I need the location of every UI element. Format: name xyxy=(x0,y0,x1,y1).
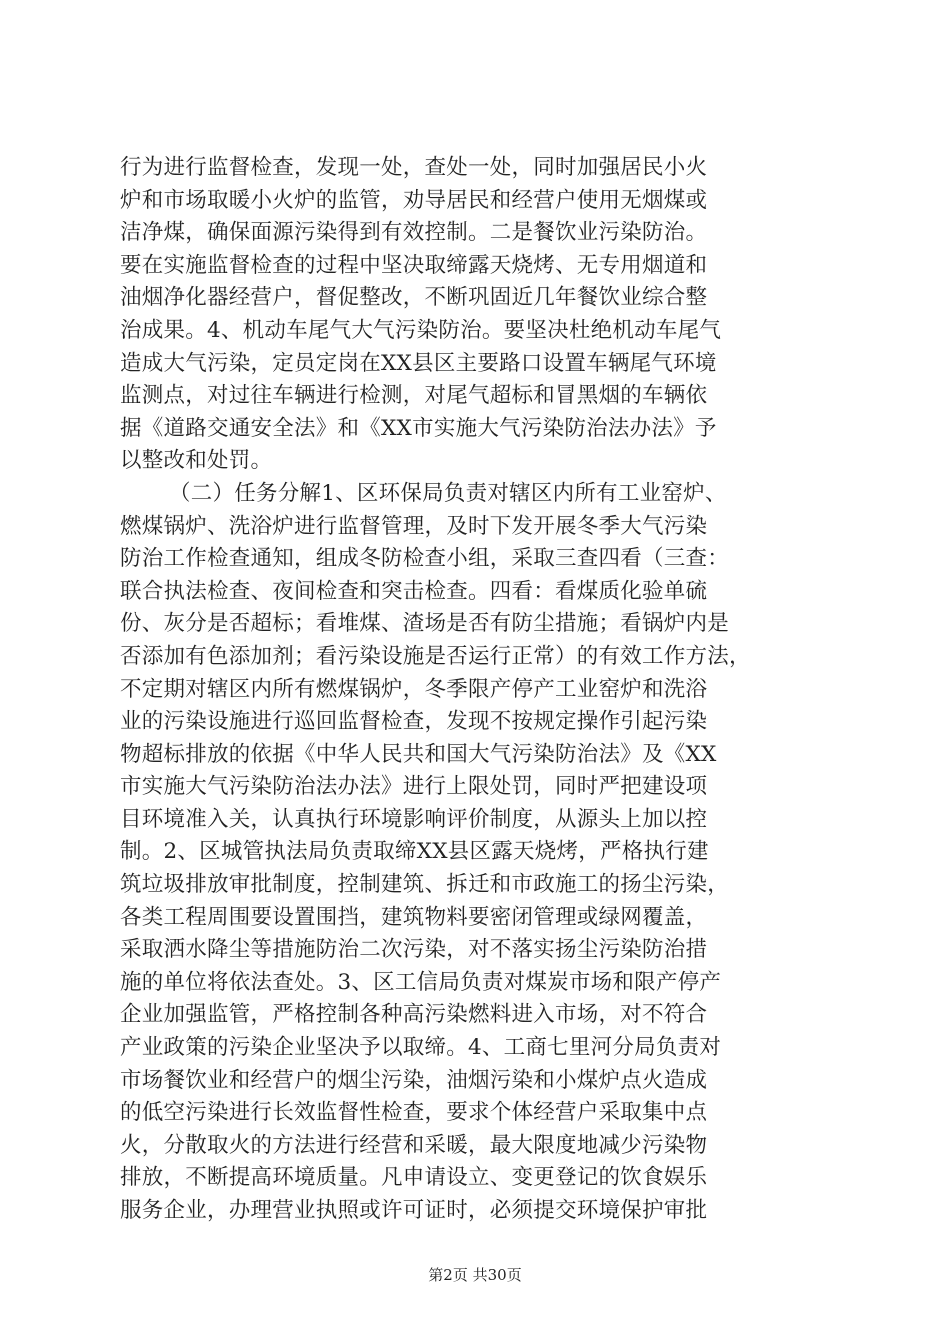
text-line: 服务企业，办理营业执照或许可证时，必须提交环境保护审批 xyxy=(120,1198,708,1223)
body-text xyxy=(120,152,834,1228)
text-line: 燃煤锅炉、洗浴炉进行监督管理，及时下发开展冬季大气污染 xyxy=(120,513,708,539)
text-line: 治成果。4、机动车尾气大气污染防治。要坚决杜绝机动车尾气 xyxy=(120,317,722,343)
text-line: （二）任务分解1、区环保局负责对辖区内所有工业窑炉、 xyxy=(169,480,727,506)
text-line: 以整改和处罚。 xyxy=(120,448,273,474)
text-line: 防治工作检查通知，组成冬防检查小组，采取三查四看（三查： xyxy=(120,546,730,572)
text-line: 制。2、区城管执法局负责取缔XX县区露天烧烤，严格执行建 xyxy=(120,839,709,865)
text-line: 物超标排放的依据《中华人民共和国大气污染防治法》及《XX xyxy=(120,741,717,767)
text-line: 监测点，对过往车辆进行检测，对尾气超标和冒黑烟的车辆依 xyxy=(120,383,708,409)
text-line: 施的单位将依法查处。3、区工信局负责对煤炭市场和限产停产 xyxy=(120,969,722,995)
text-line: 要在实施监督检查的过程中坚决取缔露天烧烤、无专用烟道和 xyxy=(120,252,708,278)
text-line: 火，分散取火的方法进行经营和采暖，最大限度地减少污染物 xyxy=(120,1132,708,1158)
text-line: 份、灰分是否超标；看堆煤、渣场是否有防尘措施；看锅炉内是 xyxy=(120,611,730,637)
text-line: 业的污染设施进行巡回监督检查，发现不按规定操作引起污染 xyxy=(120,709,708,735)
text-line: 目环境准入关，认真执行环境影响评价制度，从源头上加以控 xyxy=(120,806,708,832)
text-line: 据《道路交通安全法》和《XX市实施大气污染防治法办法》予 xyxy=(120,415,717,441)
text-line: 各类工程周围要设置围挡，建筑物料要密闭管理或绿网覆盖， xyxy=(120,904,708,930)
text-line: 市实施大气污染防治法办法》进行上限处罚，同时严把建设项 xyxy=(120,774,708,800)
text-line: 行为进行监督检查，发现一处，查处一处，同时加强居民小火 xyxy=(120,155,708,180)
text-line: 采取洒水降尘等措施防治二次污染，对不落实扬尘污染防治措 xyxy=(120,937,708,963)
text-line: 市场餐饮业和经营户的烟尘污染，油烟污染和小煤炉点火造成 xyxy=(120,1067,708,1093)
page-footer: 第2页 共30页 xyxy=(428,1266,522,1284)
text-line: 不定期对辖区内所有燃煤锅炉，冬季限产停产工业窑炉和洗浴 xyxy=(120,676,708,702)
text-line: 的低空污染进行长效监督性检查，要求个体经营户采取集中点 xyxy=(120,1100,708,1126)
text-line: 炉和市场取暖小火炉的监管，劝导居民和经营户使用无烟煤或 xyxy=(120,187,708,213)
text-line: 联合执法检查、夜间检查和突击检查。四看：看煤质化验单硫 xyxy=(120,578,708,604)
text-line: 排放，不断提高环境质量。凡申请设立、变更登记的饮食娱乐 xyxy=(120,1165,708,1191)
text-line: 油烟净化器经营户，督促整改，不断巩固近几年餐饮业综合整 xyxy=(120,285,708,311)
text-line: 否添加有色添加剂；看污染设施是否运行正常）的有效工作方法， xyxy=(120,643,751,669)
text-line: 洁净煤，确保面源污染得到有效控制。二是餐饮业污染防治。 xyxy=(120,220,708,246)
text-line: 产业政策的污染企业坚决予以取缔。4、工商七里河分局负责对 xyxy=(120,1035,722,1061)
text-line: 企业加强监管，严格控制各种高污染燃料进入市场，对不符合 xyxy=(120,1002,708,1028)
text-line: 造成大气污染，定员定岗在XX县区主要路口设置车辆尾气环境 xyxy=(120,350,717,376)
text-line: 筑垃圾排放审批制度，控制建筑、拆迁和市政施工的扬尘污染， xyxy=(120,872,730,898)
